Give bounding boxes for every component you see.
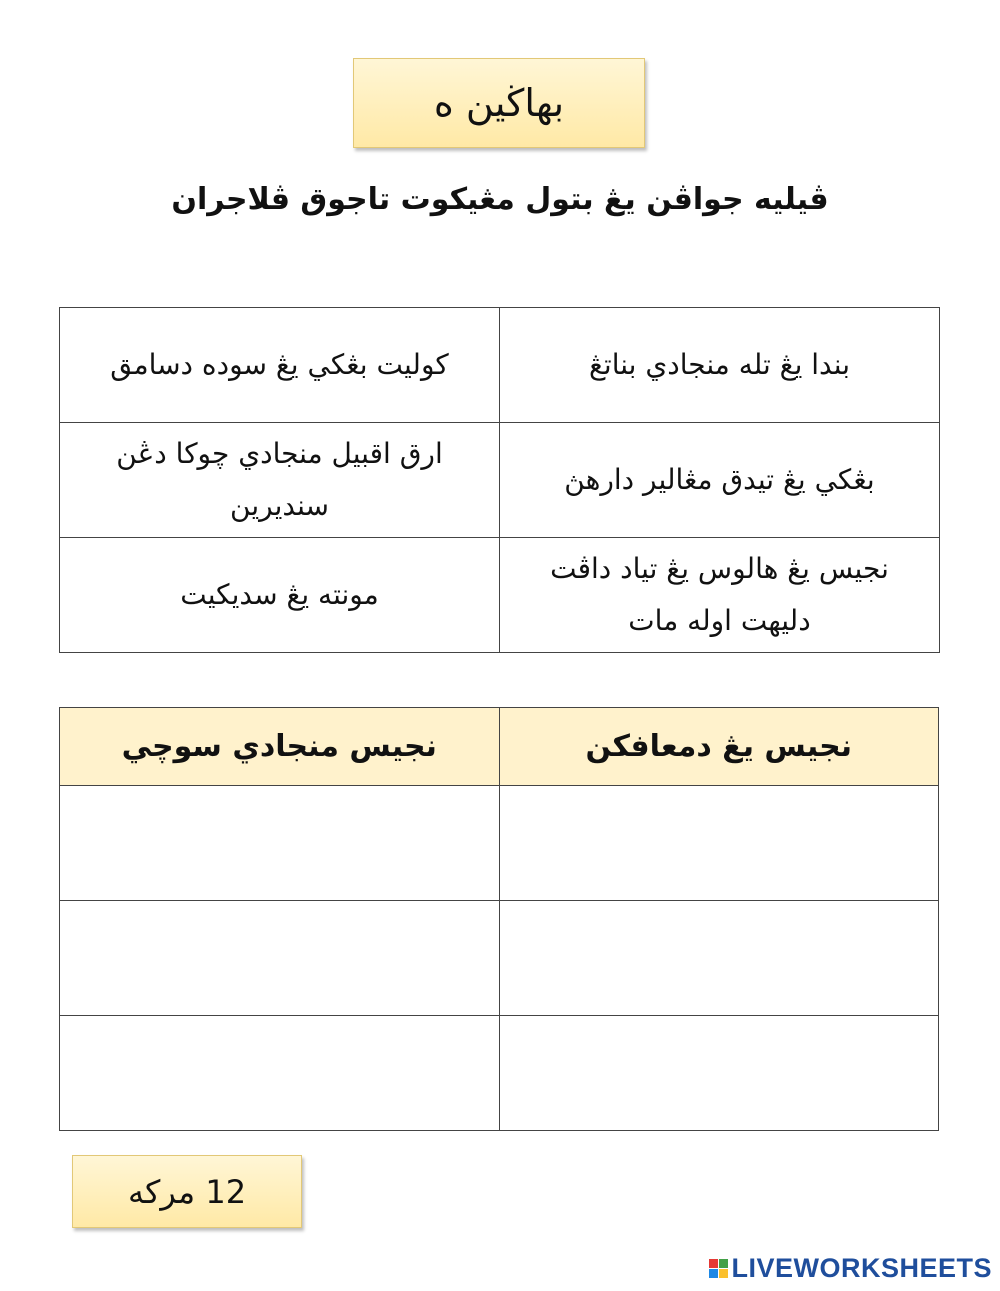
items-table [59,307,940,653]
section-title [353,58,645,148]
drop-zone-purified[interactable] [60,901,500,1016]
drop-zone-purified[interactable] [60,786,500,901]
drop-row [60,786,939,901]
drop-zone-purified[interactable] [60,1016,500,1131]
header-pardoned: نجيس يڠ دمعافكن [499,708,939,786]
sort-table-header-row [60,708,939,786]
liveworksheets-logo [709,1253,992,1283]
header-purified: نجيس منجادي سوچي [60,708,500,786]
drop-zone-pardoned[interactable] [499,1016,939,1131]
drop-zone-pardoned[interactable] [499,901,939,1016]
drop-row [60,901,939,1016]
items-row [60,308,940,423]
drop-row [60,1016,939,1131]
items-row [60,423,940,538]
section-title-text: بهاڬين ه [433,81,565,125]
item-cell[interactable]: كوليت بڠكي يڠ سوده دسامق [60,308,500,423]
instruction-text: ڤيليه جواڤن يڠ بتول مڠيكوت تاجوق ڤلاجران [171,182,829,217]
item-cell[interactable]: نجيس يڠ هالوس يڠ تياد داڤت دليهت اوله مات [500,538,940,653]
marks-badge [72,1155,302,1228]
drop-zone-pardoned[interactable] [499,786,939,901]
sort-table [59,707,939,1131]
marks-text: 12 مركه [127,1172,247,1211]
item-cell[interactable]: بندا يڠ تله منجادي بناتڠ [500,308,940,423]
items-row [60,538,940,653]
item-cell[interactable]: ارق اقبيل منجادي چوكا دڠن سنديرين [60,423,500,538]
item-cell[interactable]: بڠكي يڠ تيدق مڠالير دارهڽ [500,423,940,538]
brand-name: LIVEWORKSHEETS [731,1252,992,1283]
item-cell[interactable]: مونته يڠ سديكيت [60,538,500,653]
liveworksheets-logo-icon [709,1259,728,1278]
